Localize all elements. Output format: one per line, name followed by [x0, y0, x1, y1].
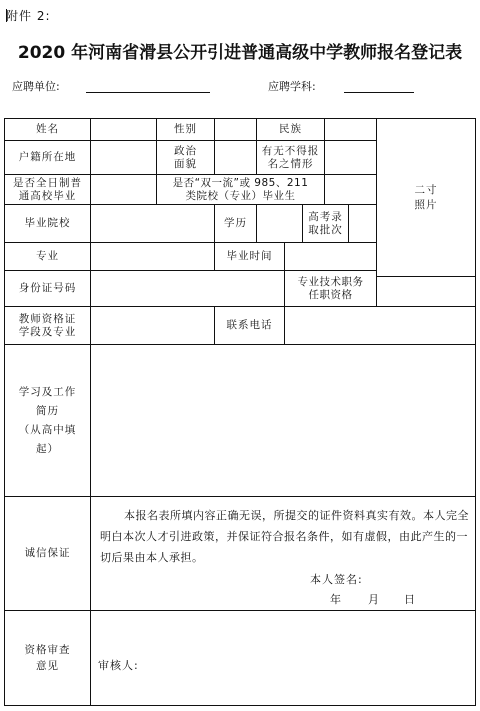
photo-box[interactable]: 二寸 照片: [377, 119, 476, 277]
no-restriction-input[interactable]: [325, 141, 377, 175]
major-input[interactable]: [91, 243, 215, 271]
grad-time-label: 毕业时间: [215, 243, 285, 271]
gender-label: 性别: [157, 119, 215, 141]
phone-label: 联系电话: [215, 307, 285, 345]
phone-input[interactable]: [285, 307, 476, 345]
employer-field[interactable]: [86, 92, 210, 93]
name-label: 姓名: [5, 119, 91, 141]
double-first-input[interactable]: [325, 175, 377, 205]
fulltime-input[interactable]: [91, 175, 157, 205]
double-first-label: 是否“双一流”或 985、211 类院校（专业）毕业生: [157, 175, 325, 205]
subject-label: 应聘学科:: [268, 80, 316, 93]
ethnicity-label: 民族: [257, 119, 325, 141]
major-label: 专业: [5, 243, 91, 271]
date-month: 月: [368, 593, 380, 606]
review-box[interactable]: [91, 611, 476, 706]
teacher-cert-input[interactable]: [91, 307, 215, 345]
subject-field[interactable]: [344, 92, 414, 93]
title-qual-label: 专业技术职务 任职资格: [285, 271, 377, 307]
hukou-input[interactable]: [91, 141, 157, 175]
no-restriction-label: 有无不得报 名之情形: [257, 141, 325, 175]
hukou-label: 户籍所在地: [5, 141, 91, 175]
date-day: 日: [404, 593, 416, 606]
school-input[interactable]: [91, 205, 215, 243]
gaokao-batch-label: 高考录 取批次: [303, 205, 349, 243]
resume-label: 学习及工作 简历 （从高中填 起）: [5, 345, 91, 497]
degree-input[interactable]: [257, 205, 303, 243]
resume-input[interactable]: [91, 345, 476, 497]
teacher-cert-label: 教师资格证 学段及专业: [5, 307, 91, 345]
id-number-input[interactable]: [91, 271, 285, 307]
gender-input[interactable]: [215, 119, 257, 141]
title-qual-input[interactable]: [377, 277, 476, 307]
employer-label: 应聘单位:: [12, 80, 60, 93]
id-number-label: 身份证号码: [5, 271, 91, 307]
review-label: 资格审查 意见: [5, 611, 91, 706]
signature-label: 本人签名:: [310, 573, 363, 586]
integrity-label: 诚信保证: [5, 497, 91, 611]
degree-label: 学历: [215, 205, 257, 243]
annex-label: 附件 2:: [6, 9, 51, 23]
date-year: 年: [330, 593, 342, 606]
school-label: 毕业院校: [5, 205, 91, 243]
auditor-label: 审核人:: [98, 659, 139, 672]
gaokao-batch-input[interactable]: [349, 205, 377, 243]
pledge-text: 本报名表所填内容正确无误，所提交的证件资料真实有效。本人完全明白本次人才引进政策，并保证符合报名条件，如有虚假，由此产生的一切后果由本人承担。: [100, 509, 469, 564]
political-input[interactable]: [215, 141, 257, 175]
ethnicity-input[interactable]: [325, 119, 377, 141]
registration-table: [4, 118, 476, 706]
political-label: 政治 面貌: [157, 141, 215, 175]
form-title: 2020 年河南省滑县公开引进普通高级中学教师报名登记表: [17, 43, 463, 63]
grad-time-input[interactable]: [285, 243, 377, 271]
fulltime-label: 是否全日制普 通高校毕业: [5, 175, 91, 205]
name-input[interactable]: [91, 119, 157, 141]
